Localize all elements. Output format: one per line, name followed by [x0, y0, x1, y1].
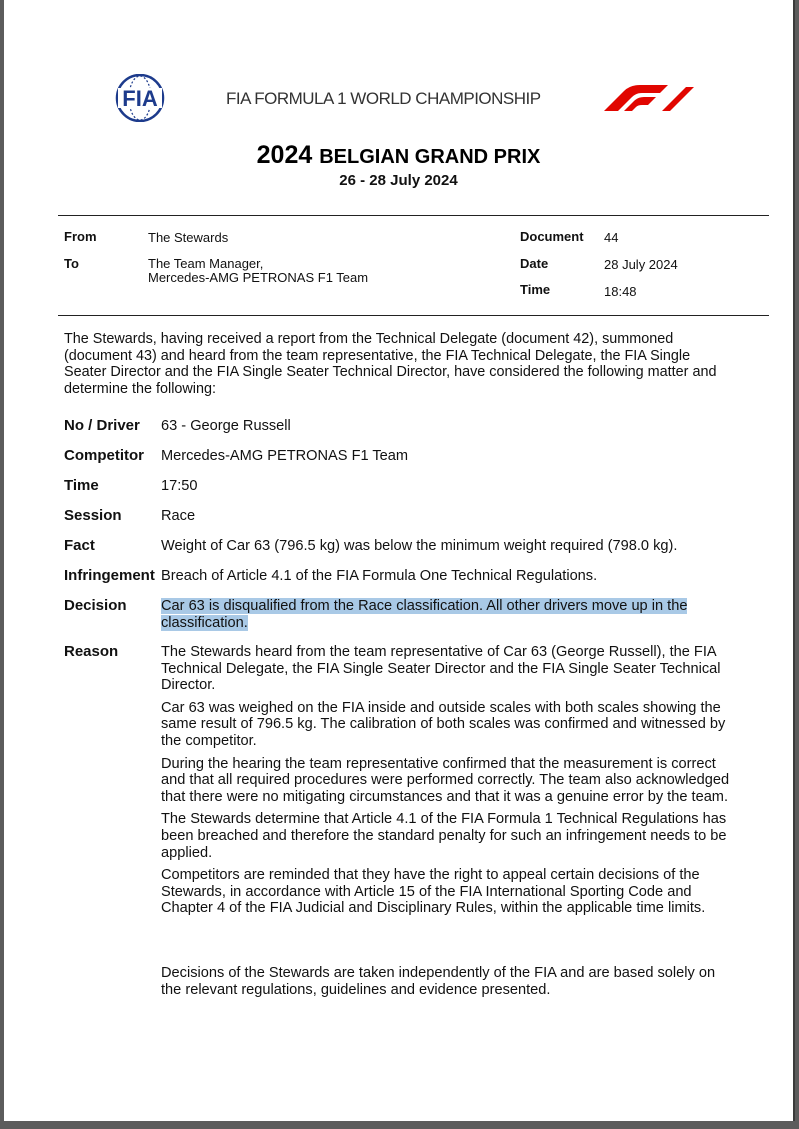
time-value: 18:48 — [604, 284, 637, 299]
document-label: Document — [520, 229, 584, 244]
event-title: 2024 BELGIAN GRAND PRIX — [256, 141, 541, 169]
footer-note: Decisions of the Stewards are taken independently of the FIA and are based solely on the relevant regulations, guidelines and evidence presented. — [161, 965, 716, 998]
reason-paragraph: Car 63 was weighed on the FIA inside and outside scales with both scales showing the same result of 796.5 kg. The calibration of both scales was confirmed and witnessed by the competitor. — [161, 699, 726, 749]
infringement-label: Infringement — [64, 567, 155, 584]
reason-block — [161, 644, 731, 923]
from-value: The Stewards — [148, 230, 229, 245]
decision-highlight: Car 63 is disqualified from the Race classification. All other drivers move up in the classification. — [161, 598, 688, 631]
top-divider — [58, 215, 769, 216]
to-label: To — [64, 256, 79, 271]
from-label: From — [64, 229, 97, 244]
competitor-value: Mercedes-AMG PETRONAS F1 Team — [161, 448, 409, 464]
svg-text:FIA: FIA — [122, 86, 158, 111]
championship-title: FIA FORMULA 1 WORLD CHAMPIONSHIP — [226, 89, 541, 108]
reason-label: Reason — [64, 643, 119, 660]
session-time-label: Time — [64, 477, 99, 494]
document-page — [4, 0, 795, 1121]
infringement-value: Breach of Article 4.1 of the FIA Formula One Technical Regulations. — [161, 568, 598, 584]
date-value: 28 July 2024 — [604, 257, 678, 272]
reason-paragraph: The Stewards heard from the team representative of Car 63 (George Russell), the FIA Technical Delegate, the FIA Single Seater Director and the FIA Single Seater Technical Director. — [161, 644, 721, 694]
session-label: Session — [64, 507, 122, 524]
f1-logo — [598, 85, 694, 111]
driver-value: 63 - George Russell — [161, 418, 291, 434]
competitor-label: Competitor — [64, 447, 144, 464]
decision-label: Decision — [64, 597, 127, 614]
document-value: 44 — [604, 230, 619, 245]
fact-value: Weight of Car 63 (796.5 kg) was below the minimum weight required (798.0 kg). — [161, 538, 678, 554]
driver-label: No / Driver — [64, 417, 140, 434]
event-dates: 26 - 28 July 2024 — [339, 172, 458, 189]
date-label: Date — [520, 256, 549, 271]
decision-value — [161, 598, 731, 631]
reason-paragraph: The Stewards determine that Article 4.1 of the FIA Formula 1 Technical Regulations has been breached and therefore the standard penalty for such an infringement needs to be applied. — [161, 811, 727, 861]
session-time-value: 17:50 — [161, 478, 198, 494]
to-value: The Team Manager, Mercedes-AMG PETRONAS F1 Team — [148, 256, 369, 285]
reason-paragraph: Competitors are reminded that they have the right to appeal certain decisions of the Stewards, in accordance with Article 15 of the FIA International Sporting Code and Chapter 4 of the FIA Judicial and Disciplinary Rules, within the applicable time limits. — [161, 867, 706, 917]
fia-logo — [104, 74, 176, 122]
reason-paragraph: During the hearing the team representative confirmed that the measurement is correct and that all required procedures were performed correctly. The team also acknowledged that there were no mitigating circumstances and that it was a genuine error by the team. — [161, 755, 730, 805]
intro-paragraph: The Stewards, having received a report from the Technical Delegate (document 42), summoned (document 43) and heard from the team representative, the FIA Technical Delegate, the FIA Single Seater Director and the FIA Single Seater Technical Director, have considered the following matter and determine the following: — [64, 331, 717, 397]
bottom-divider — [58, 315, 769, 316]
time-label: Time — [520, 282, 551, 297]
session-value: Race — [161, 508, 196, 524]
fact-label: Fact — [64, 537, 95, 554]
